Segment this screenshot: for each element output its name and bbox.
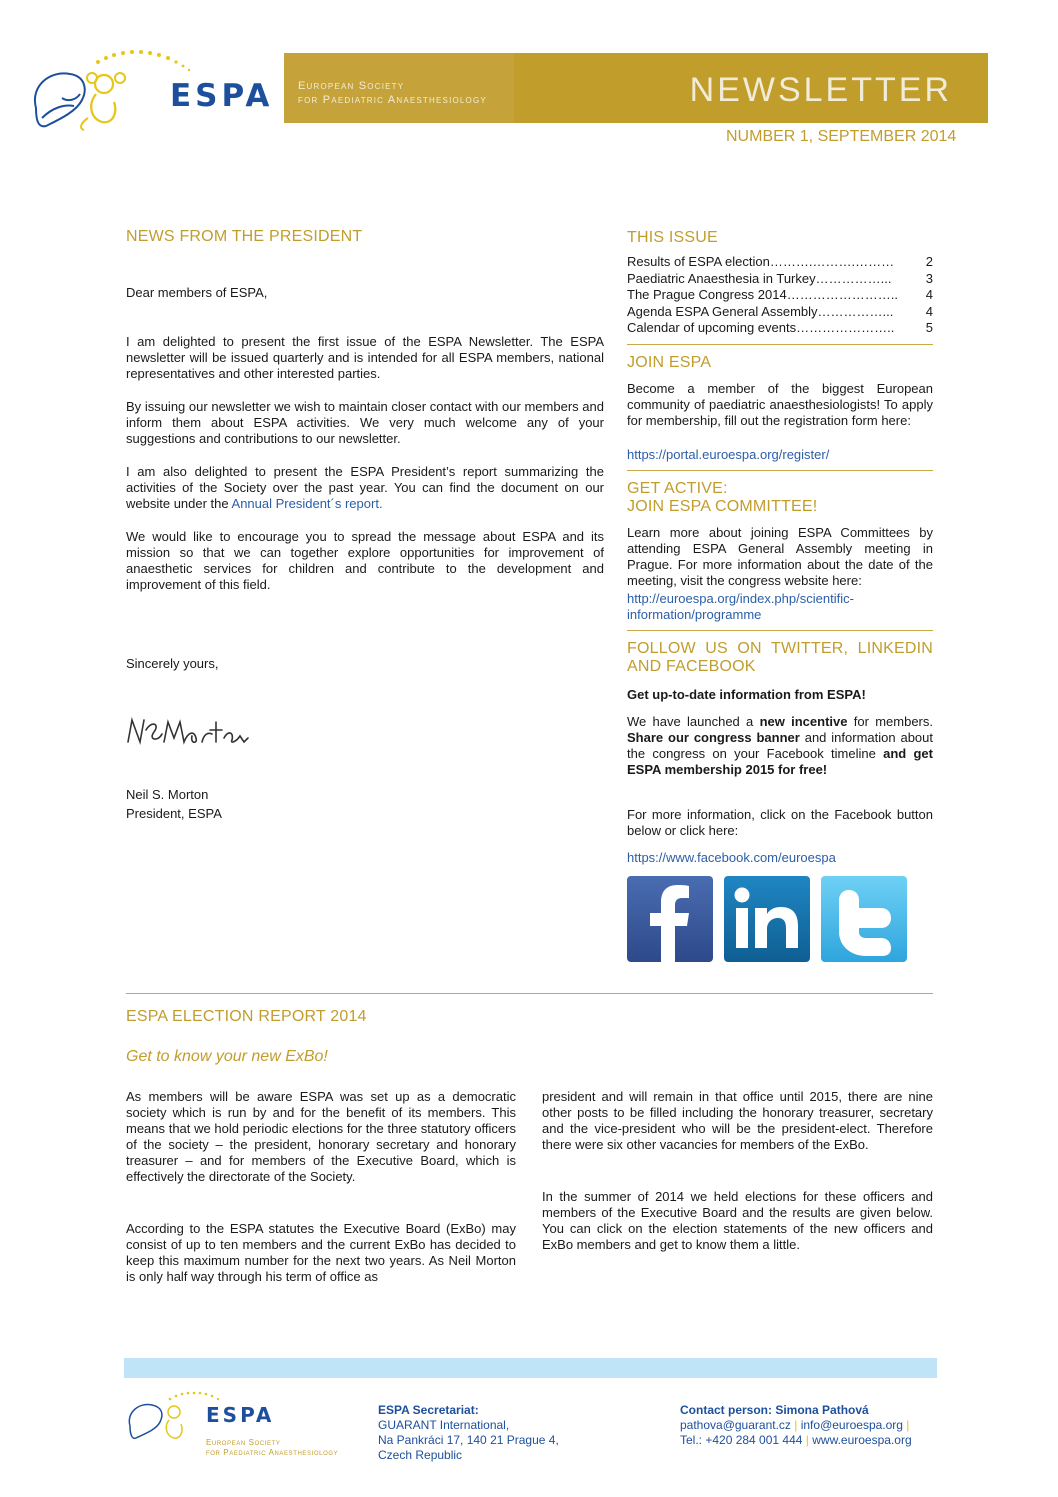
toc-item-page: 3 (925, 270, 933, 286)
contact-phone: Tel.: +420 284 001 444 (680, 1433, 803, 1447)
salutation: Dear members of ESPA, (126, 285, 268, 300)
divider (627, 470, 933, 471)
get-active-title-line1: GET ACTIVE: (627, 480, 728, 497)
website-link[interactable]: www.euroespa.org (812, 1433, 912, 1447)
divider (627, 630, 933, 631)
toc-item-label: Calendar of upcoming events (627, 320, 797, 335)
president-paragraph-4: We would like to encourage you to spread the message about ESPA and its mission so that we can together explore opportunities for improvement of anaesthetic services for children and contribute to the development and improvement of this field. (126, 529, 604, 592)
this-issue-title: THIS ISSUE (627, 229, 718, 246)
secretariat-line2: Na Pankráci 17, 140 21 Prague 4, (378, 1433, 559, 1447)
toc-item-page: 4 (925, 287, 933, 302)
footer-logo (126, 1390, 346, 1462)
toc-item[interactable] (627, 320, 933, 337)
society-name-line1: European Society (298, 80, 405, 92)
follow-text-part3: and information about the congress on your Facebook timeline (627, 730, 933, 761)
footer-bar (124, 1358, 937, 1378)
join-text: Become a member of the biggest European community of paediatric anaesthesiologists! To apply for membership, fill out the registration form here: (627, 381, 933, 428)
programme-link[interactable] (627, 591, 854, 623)
secretariat-line3: Czech Republic (378, 1448, 463, 1462)
follow-text (627, 714, 933, 778)
programme-link-line1: http://euroespa.org/index.php/scientific- (627, 591, 854, 606)
facebook-link[interactable]: https://www.facebook.com/euroespa (627, 850, 836, 865)
follow-text-part1: We have launched a (627, 714, 760, 729)
election-subtitle: Get to know your new ExBo! (126, 1048, 328, 1065)
election-title: ESPA ELECTION REPORT 2014 (126, 1008, 367, 1025)
president-section-title: NEWS FROM THE PRESIDENT (126, 228, 363, 245)
toc-list (627, 254, 933, 337)
programme-link-line2: information/programme (627, 607, 762, 622)
separator: | (790, 1418, 801, 1432)
get-active-title-line2: JOIN ESPA COMMITTEE! (627, 498, 818, 515)
secretariat-title: ESPA Secretariat: (378, 1403, 479, 1417)
toc-item-dots: ……….……….……… (769, 254, 895, 269)
follow-more: For more information, click on the Facebook button below or click here: (627, 807, 933, 838)
divider (627, 344, 933, 345)
svg-text:ESPA: ESPA (170, 78, 274, 114)
toc-item-dots: …………………….. (786, 287, 898, 302)
linkedin-icon[interactable] (724, 876, 810, 962)
toc-item-page: 5 (925, 320, 933, 335)
toc-item-label: The Prague Congress 2014 (627, 287, 787, 302)
election-right-paragraph-2: In the summer of 2014 we held elections for these officers and members of the Executive Board and the results are given below. You can click on the election statements of the new officers and ExBo members and get to know them a little. (542, 1189, 933, 1252)
president-paragraph-1: I am delighted to present the first issue of the ESPA Newsletter. The ESPA newsletter will be issued quarterly and is intended for all ESPA members, national representatives and other interested parties. (126, 334, 604, 381)
society-name (298, 79, 487, 107)
follow-text-part2: for members. (847, 714, 933, 729)
toc-item[interactable] (627, 271, 933, 288)
twitter-icon[interactable] (821, 876, 907, 962)
info-email-link[interactable]: info@euroespa.org (800, 1418, 903, 1432)
follow-title-line1: FOLLOW US ON TWITTER, LINKEDIN (627, 640, 933, 657)
footer-society-line2: for Paediatric Anaesthesiology (206, 1448, 339, 1457)
toc-item-label: Agenda ESPA General Assembly (627, 303, 818, 319)
newsletter-title: NEWSLETTER (689, 71, 952, 109)
election-left-paragraph-1: As members will be aware ESPA was set up as a democratic society which is run by and for the benefit of its members. This means that we hold periodic elections for the three statutory officers of the society – the president, honorary secretary and honorary treasurer – and for members of the Executive Board, which is effectively the directorate of the Society. (126, 1089, 516, 1184)
toc-item[interactable] (627, 304, 933, 321)
facebook-icon[interactable] (627, 876, 713, 962)
contact-email-link[interactable]: pathova@guarant.cz (680, 1418, 791, 1432)
header-banner (284, 53, 988, 123)
join-title: JOIN ESPA (627, 354, 712, 371)
get-active-title (627, 480, 817, 516)
follow-intro (627, 687, 866, 703)
separator: | (802, 1433, 813, 1447)
teddy-bear-logo-icon (28, 48, 278, 138)
toc-item-dots: ……………... (817, 303, 894, 319)
follow-intro-text: Get up-to-date information from ESPA! (627, 687, 866, 702)
banner-society-block (284, 53, 514, 123)
footer-society-line1: European Society (206, 1438, 281, 1447)
follow-title-line2: AND FACEBOOK (627, 658, 756, 675)
toc-item[interactable] (627, 254, 933, 271)
follow-title (627, 640, 933, 676)
toc-item-label: Paediatric Anaesthesia in Turkey (627, 270, 816, 286)
toc-item[interactable] (627, 287, 933, 304)
toc-item-page: 4 (925, 303, 933, 319)
espa-logo (28, 48, 278, 138)
president-paragraph-3-text: I am also delighted to present the ESPA President’s report summarizing the activities of the Society over the past year. You can find the document on our website under the (126, 464, 604, 511)
contact-title: Contact person: Simona Pathová (680, 1403, 869, 1417)
follow-text-bold3: and get ESPA membership 2015 for free! (627, 746, 933, 777)
closing: Sincerely yours, (126, 656, 219, 671)
toc-item-label: Results of ESPA election (627, 254, 770, 269)
toc-item-dots: ……………... (815, 270, 892, 286)
issue-number: NUMBER 1, SEPTEMBER 2014 (726, 128, 957, 145)
secretariat-line1: GUARANT International, (378, 1418, 510, 1432)
president-paragraph-3 (126, 464, 604, 512)
signer-role: President, ESPA (126, 806, 222, 821)
signature (124, 712, 254, 752)
society-name-line2: for Paediatric Anaesthesiology (298, 94, 487, 106)
president-paragraph-2: By issuing our newsletter we wish to maintain closer contact with our members and inform them about ESPA activities. We very much welcome any of your suggestions and contributions to our newsletter. (126, 399, 604, 446)
follow-text-bold2: Share our congress banner (627, 730, 800, 745)
signer-name: Neil S. Morton (126, 787, 209, 802)
election-right-paragraph-1: president and will remain in that office until 2015, there are nine other posts to be filled including the honorary treasurer, secretary and the vice-president who will be the president-elect. Therefore there were six other vacancies for members of the ExBo. (542, 1089, 933, 1152)
footer-society-name (206, 1438, 338, 1458)
toc-item-page: 2 (925, 254, 933, 269)
annual-report-link[interactable]: Annual President´s report. (231, 496, 383, 511)
toc-item-dots: ………………….. (796, 320, 895, 335)
follow-text-bold1: new incentive (759, 714, 848, 729)
secretariat-block (378, 1403, 559, 1463)
contact-block (680, 1403, 912, 1448)
get-active-text: Learn more about joining ESPA Committees by attending ESPA General Assembly meeting in Prague. For more information about the date of the meeting, visit the congress website here: (627, 525, 933, 588)
signature-drawing (124, 712, 254, 752)
separator: | (902, 1418, 910, 1432)
section-divider (126, 993, 933, 994)
svg-text:ESPA: ESPA (206, 1403, 275, 1427)
register-link[interactable]: https://portal.euroespa.org/register/ (627, 447, 830, 462)
election-left-paragraph-2: According to the ESPA statutes the Executive Board (ExBo) may consist of up to ten members and the current ExBo has decided to keep this maximum number for the next two years. As Neil Morton is only half way through his term of office as (126, 1221, 516, 1284)
